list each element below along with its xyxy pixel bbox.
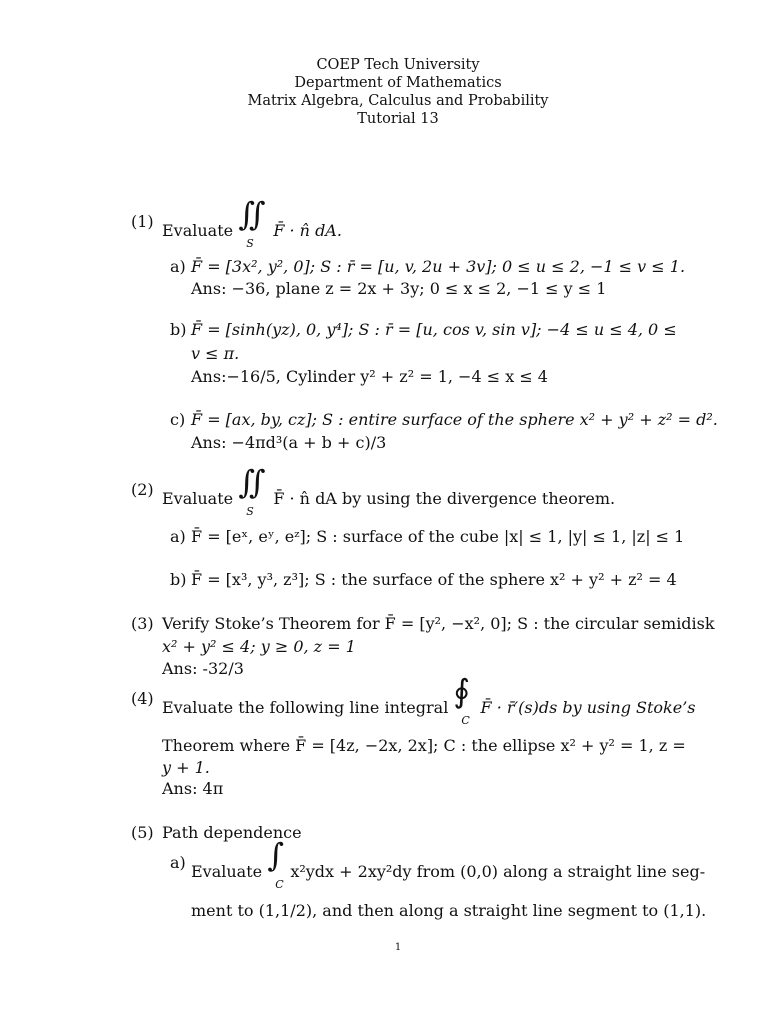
tutorial-title: Tutorial 13 — [357, 111, 439, 127]
problem-4-number: (4) — [131, 689, 154, 708]
university-name: COEP Tech University — [316, 57, 480, 73]
problem-5a-statement — [191, 836, 706, 891]
double-integral-symbol: ∬ S — [238, 463, 266, 518]
problem-5-title: Path dependence — [162, 823, 302, 842]
problem-3-number: (3) — [131, 614, 154, 633]
problem-2b-text: F̄ = [x³, y³, z³]; S : the surface of the sphere x² + y² + z² = 4 — [191, 570, 677, 589]
problem-1-intro: Evaluate — [162, 221, 234, 240]
problem-1b-label: b) — [170, 320, 187, 339]
problem-5a-line2: ment to (1,1/2), and then along a straight line segment to (1,1). — [191, 901, 707, 920]
problem-1c-label: c) — [170, 410, 186, 429]
problem-3-line2: x² + y² ≤ 4; y ≥ 0, z = 1 — [162, 637, 356, 656]
course-title: Matrix Algebra, Calculus and Probability — [247, 93, 549, 109]
problem-2-intro: Evaluate — [162, 489, 234, 508]
problem-2-number: (2) — [131, 480, 154, 499]
line-integral-symbol: ∫ C — [267, 836, 284, 891]
problem-1a-text: F̄ = [3x², y², 0]; S : r̄ = [u, v, 2u + 3v]; 0 ≤ u ≤ 2, −1 ≤ v ≤ 1. — [191, 257, 686, 276]
problem-4-line2: Theorem where F̄ = [4z, −2x, 2x]; C : the ellipse x² + y² = 1, z = — [162, 736, 686, 755]
problem-5a-label: a) — [170, 853, 186, 872]
problem-2b-label: b) — [170, 570, 187, 589]
problem-1b-text-line1: F̄ = [sinh(yz), 0, y⁴]; S : r̄ = [u, cos v, sin v]; −4 ≤ u ≤ 4, 0 ≤ — [191, 320, 677, 339]
problem-4-answer: Ans: 4π — [162, 779, 224, 798]
double-integral-symbol: ∬ S — [238, 195, 266, 250]
contour-integral-symbol: ∮ C — [453, 672, 471, 727]
problem-4-statement — [162, 672, 696, 727]
page-number: 1 — [394, 942, 402, 953]
problem-2-statement — [162, 463, 616, 518]
problem-1c-text: F̄ = [ax, by, cz]; S : entire surface of the sphere x² + y² + z² = d². — [191, 410, 718, 429]
problem-1-expression: F̄ · n̂ dA. — [273, 221, 342, 240]
problem-1c-answer: Ans: −4πd³(a + b + c)/3 — [191, 433, 387, 452]
problem-2a-label: a) — [170, 527, 186, 546]
problem-2-expression: F̄ · n̂ dA by using the divergence theorem. — [273, 489, 616, 508]
problem-5-number: (5) — [131, 823, 154, 842]
problem-4-intro: Evaluate the following line integral — [162, 698, 449, 717]
problem-3-line1: Verify Stoke’s Theorem for F̄ = [y², −x², 0]; S : the circular semidisk — [162, 614, 715, 633]
problem-1a-answer: Ans: −36, plane z = 2x + 3y; 0 ≤ x ≤ 2, −1 ≤ y ≤ 1 — [191, 279, 607, 298]
problem-5a-expression: x²ydx + 2xy²dy from (0,0) along a straight line seg- — [290, 862, 706, 881]
problem-1a-label: a) — [170, 257, 186, 276]
problem-3-answer: Ans: -32/3 — [162, 659, 244, 678]
problem-1b-text-line2: v ≤ π. — [191, 344, 240, 363]
problem-4-expression: F̄ · r̄′(s)ds by using Stoke’s — [480, 698, 696, 717]
problem-1b-answer: Ans:−16/5, Cylinder y² + z² = 1, −4 ≤ x ≤ 4 — [191, 367, 548, 386]
problem-1-statement — [162, 195, 342, 250]
problem-4-line3: y + 1. — [162, 758, 210, 777]
problem-5a-intro: Evaluate — [191, 862, 263, 881]
department-name: Department of Mathematics — [294, 75, 502, 91]
problem-1-number: (1) — [131, 212, 154, 231]
problem-2a-text: F̄ = [eˣ, eʸ, eᶻ]; S : surface of the cube |x| ≤ 1, |y| ≤ 1, |z| ≤ 1 — [191, 527, 685, 546]
document-header — [0, 56, 768, 128]
